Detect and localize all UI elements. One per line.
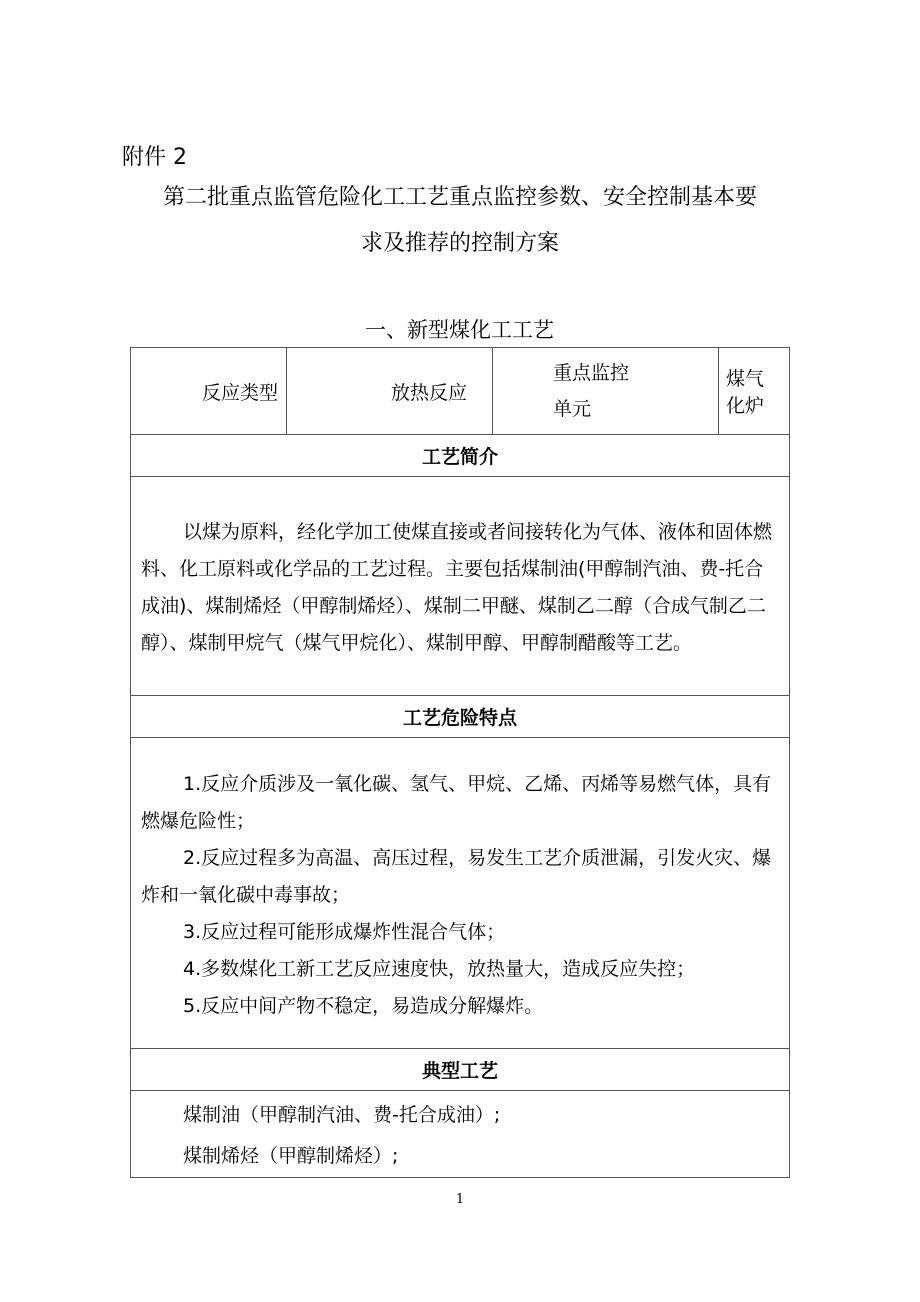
typical-process-item: 煤制烯烃（甲醇制烯烃）; bbox=[183, 1145, 399, 1167]
process-table bbox=[130, 347, 790, 1178]
reaction-type-value: 放热反应 bbox=[287, 348, 493, 435]
page-number: 1 bbox=[455, 1192, 465, 1207]
typical-process-item: 煤制油（甲醇制汽油、费-托合成油）; bbox=[183, 1104, 501, 1126]
typical-cell bbox=[131, 1091, 790, 1178]
hazard-item: 5.反应中间产物不稳定，易造成分解爆炸。 bbox=[183, 994, 544, 1017]
monitor-unit-label bbox=[493, 348, 719, 435]
section-body-row bbox=[131, 477, 790, 696]
attachment-label: 附件 2 bbox=[122, 145, 187, 170]
section-heading-row bbox=[131, 696, 790, 738]
hazard-item: 4.多数煤化工新工艺反应速度快，放热量大，造成反应失控； bbox=[183, 957, 696, 980]
section-heading-intro: 工艺简介 bbox=[131, 435, 790, 477]
section-heading-hazards: 工艺危险特点 bbox=[131, 696, 790, 738]
section-body-row bbox=[131, 738, 790, 1049]
intro-paragraph: 以煤为原料，经化学加工使煤直接或者间接转化为气体、液体和固体燃料、化工原料或化学品的工艺过程。主要包括煤制油(甲醇制汽油、费-托合成油)、煤制烯烃（甲醇制烯烃）、煤制二甲醚、煤制乙二醇（合成气制乙二醇）、煤制甲烷气（煤气甲烷化）、煤制甲醇、甲醇制醋酸等工艺。 bbox=[141, 521, 773, 654]
section-heading-typical: 典型工艺 bbox=[131, 1049, 790, 1091]
document-title-line2: 求及推荐的控制方案 bbox=[360, 231, 559, 256]
hazard-item: 3.反应过程可能形成爆炸性混合气体； bbox=[183, 920, 506, 943]
monitor-unit-value: 煤气化炉 bbox=[719, 348, 790, 435]
section-heading-row bbox=[131, 1049, 790, 1091]
intro-cell bbox=[131, 477, 790, 696]
hazard-item: 2.反应过程多为高温、高压过程，易发生工艺介质泄漏，引发火灾、爆炸和一氧化碳中毒事故； bbox=[141, 846, 772, 906]
monitor-unit-label-line1: 重点监控 bbox=[553, 362, 630, 384]
monitor-unit-label-line2: 单元 bbox=[553, 398, 592, 420]
section-body-row bbox=[131, 1091, 790, 1178]
hazard-item: 1.反应介质涉及一氧化碳、氢气、甲烷、乙烯、丙烯等易燃气体，具有燃爆危险性； bbox=[141, 772, 772, 832]
section-heading-row bbox=[131, 435, 790, 477]
header-row bbox=[131, 348, 790, 435]
document-title-line1: 第二批重点监管危险化工工艺重点监控参数、安全控制基本要 bbox=[162, 185, 757, 210]
section-title: 一、新型煤化工工艺 bbox=[365, 318, 554, 342]
hazards-cell bbox=[131, 738, 790, 1049]
reaction-type-label: 反应类型 bbox=[131, 348, 287, 435]
